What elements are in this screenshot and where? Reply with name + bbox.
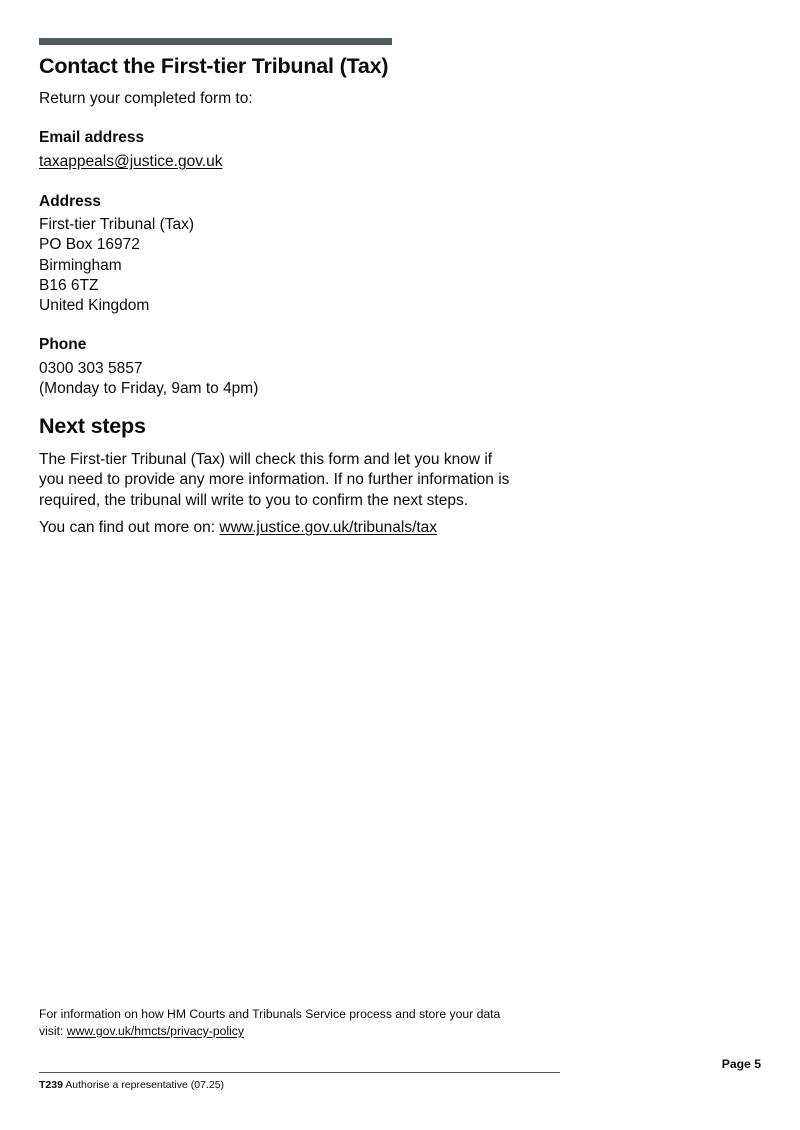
heading-rule [39,38,392,45]
contact-heading: Contact the First-tier Tribunal (Tax) [39,54,389,78]
return-intro: Return your completed form to: [39,90,253,107]
form-title: Authorise a representative (07.25) [65,1079,225,1091]
privacy-text: For information on how HM Courts and Tribunals Service process and store your data [39,1007,501,1021]
privacy-prefix: visit: [39,1023,67,1038]
tribunals-tax-link[interactable]: www.justice.gov.uk/tribunals/tax [219,519,438,536]
phone-label: Phone [39,336,87,353]
privacy-policy-link[interactable]: www.gov.uk/hmcts/privacy-policy [66,1023,244,1038]
paragraph-line: The First-tier Tribunal (Tax) will check this form and let you know if [39,451,493,468]
address-label: Address [39,193,102,210]
paragraph-line: required, the tribunal will write to you to confirm the next steps. [39,491,469,509]
email-value [39,152,222,172]
form-code: T239 [39,1079,63,1091]
phone-hours: (Monday to Friday, 9am to 4pm) [39,380,259,398]
paragraph-line: you need to provide any more information. If no further information is [39,471,510,489]
phone-number: 0300 303 5857 [39,360,143,377]
email-link[interactable]: taxappeals@justice.gov.uk [39,153,223,170]
more-info-prefix: You can find out more on: [39,519,220,536]
address-line: First-tier Tribunal (Tax) [39,216,195,233]
page-number: Page 5 [721,1057,761,1071]
more-info-line [39,518,437,538]
phone-block [39,359,258,400]
privacy-notice [39,1006,500,1039]
address-line: PO Box 16972 [39,236,140,254]
address-block [39,215,194,316]
next-steps-heading: Next steps [39,414,146,438]
email-label: Email address [39,129,145,146]
footer-rule [39,1072,560,1073]
address-line: Birmingham [39,256,122,274]
address-line: B16 6TZ [39,276,99,294]
address-line: United Kingdom [39,297,150,315]
next-steps-paragraph [39,450,509,511]
form-reference [39,1079,224,1092]
